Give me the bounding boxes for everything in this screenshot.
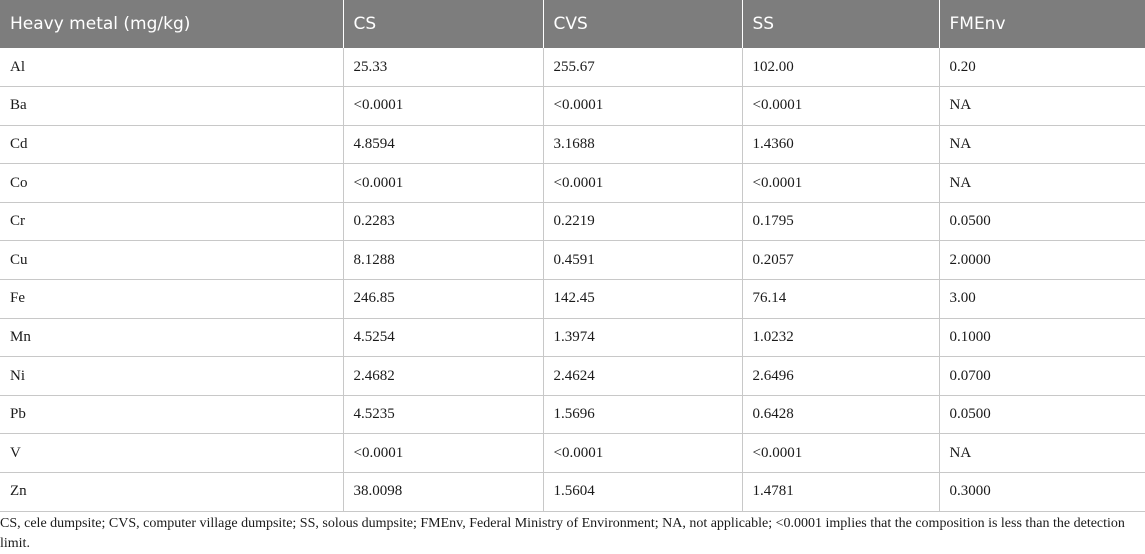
metal-cell: Cr — [0, 202, 343, 241]
cvs-cell: 142.45 — [543, 280, 742, 319]
fmenv-cell: 0.0500 — [939, 395, 1145, 434]
cvs-cell: 0.4591 — [543, 241, 742, 280]
table-footnote: CS, cele dumpsite; CVS, computer village dumpsite; SS, solous dumpsite; FMEnv, Federal Ministry of Environment; NA, not applicable; <0.0001 implies that the composition is less than the detection limit. — [0, 516, 1125, 551]
metal-cell: Fe — [0, 280, 343, 319]
fmenv-cell: 2.0000 — [939, 241, 1145, 280]
table-row — [0, 241, 1145, 280]
cs-cell: 2.4682 — [343, 357, 543, 396]
header-heavy-metal: Heavy metal (mg/kg) — [0, 0, 343, 48]
cs-cell: 0.2283 — [343, 202, 543, 241]
cvs-cell: 0.2219 — [543, 202, 742, 241]
ss-cell: <0.0001 — [742, 434, 939, 473]
fmenv-cell: 0.1000 — [939, 318, 1145, 357]
cs-cell: 246.85 — [343, 280, 543, 319]
table-row — [0, 202, 1145, 241]
ss-cell: 102.00 — [742, 48, 939, 87]
cs-cell: 4.5254 — [343, 318, 543, 357]
cs-cell: <0.0001 — [343, 434, 543, 473]
fmenv-cell: NA — [939, 434, 1145, 473]
fmenv-cell: NA — [939, 125, 1145, 164]
header-cs: CS — [343, 0, 543, 48]
cvs-cell: <0.0001 — [543, 87, 742, 126]
cs-cell: 8.1288 — [343, 241, 543, 280]
metal-cell: Ni — [0, 357, 343, 396]
metal-cell: Cu — [0, 241, 343, 280]
table-row — [0, 48, 1145, 87]
table-row — [0, 434, 1145, 473]
table-row — [0, 164, 1145, 203]
metal-cell: Cd — [0, 125, 343, 164]
cs-cell: <0.0001 — [343, 87, 543, 126]
fmenv-cell: 0.0700 — [939, 357, 1145, 396]
cvs-cell: 1.5604 — [543, 473, 742, 512]
ss-cell: 0.6428 — [742, 395, 939, 434]
cvs-cell: 3.1688 — [543, 125, 742, 164]
ss-cell: 1.0232 — [742, 318, 939, 357]
header-ss: SS — [742, 0, 939, 48]
cvs-cell: <0.0001 — [543, 164, 742, 203]
cvs-cell: <0.0001 — [543, 434, 742, 473]
header-fmenv: FMEnv — [939, 0, 1145, 48]
ss-cell: 0.1795 — [742, 202, 939, 241]
ss-cell: 2.6496 — [742, 357, 939, 396]
cs-cell: 38.0098 — [343, 473, 543, 512]
ss-cell: 0.2057 — [742, 241, 939, 280]
ss-cell: <0.0001 — [742, 87, 939, 126]
table-row — [0, 125, 1145, 164]
metal-cell: Mn — [0, 318, 343, 357]
ss-cell: <0.0001 — [742, 164, 939, 203]
cvs-cell: 2.4624 — [543, 357, 742, 396]
metal-cell: V — [0, 434, 343, 473]
cs-cell: 25.33 — [343, 48, 543, 87]
table-row — [0, 357, 1145, 396]
fmenv-cell: 0.20 — [939, 48, 1145, 87]
ss-cell: 76.14 — [742, 280, 939, 319]
header-cvs: CVS — [543, 0, 742, 48]
metal-cell: Al — [0, 48, 343, 87]
metal-cell: Zn — [0, 473, 343, 512]
metal-cell: Ba — [0, 87, 343, 126]
cs-cell: 4.5235 — [343, 395, 543, 434]
cs-cell: 4.8594 — [343, 125, 543, 164]
table-row — [0, 280, 1145, 319]
cvs-cell: 1.3974 — [543, 318, 742, 357]
metal-cell: Co — [0, 164, 343, 203]
ss-cell: 1.4781 — [742, 473, 939, 512]
cs-cell: <0.0001 — [343, 164, 543, 203]
header-row — [0, 0, 1145, 48]
table-row — [0, 395, 1145, 434]
cvs-cell: 1.5696 — [543, 395, 742, 434]
fmenv-cell: 3.00 — [939, 280, 1145, 319]
fmenv-cell: NA — [939, 164, 1145, 203]
ss-cell: 1.4360 — [742, 125, 939, 164]
fmenv-cell: 0.3000 — [939, 473, 1145, 512]
cvs-cell: 255.67 — [543, 48, 742, 87]
table-row — [0, 473, 1145, 512]
fmenv-cell: 0.0500 — [939, 202, 1145, 241]
table-row — [0, 87, 1145, 126]
fmenv-cell: NA — [939, 87, 1145, 126]
table-row — [0, 318, 1145, 357]
metal-cell: Pb — [0, 395, 343, 434]
